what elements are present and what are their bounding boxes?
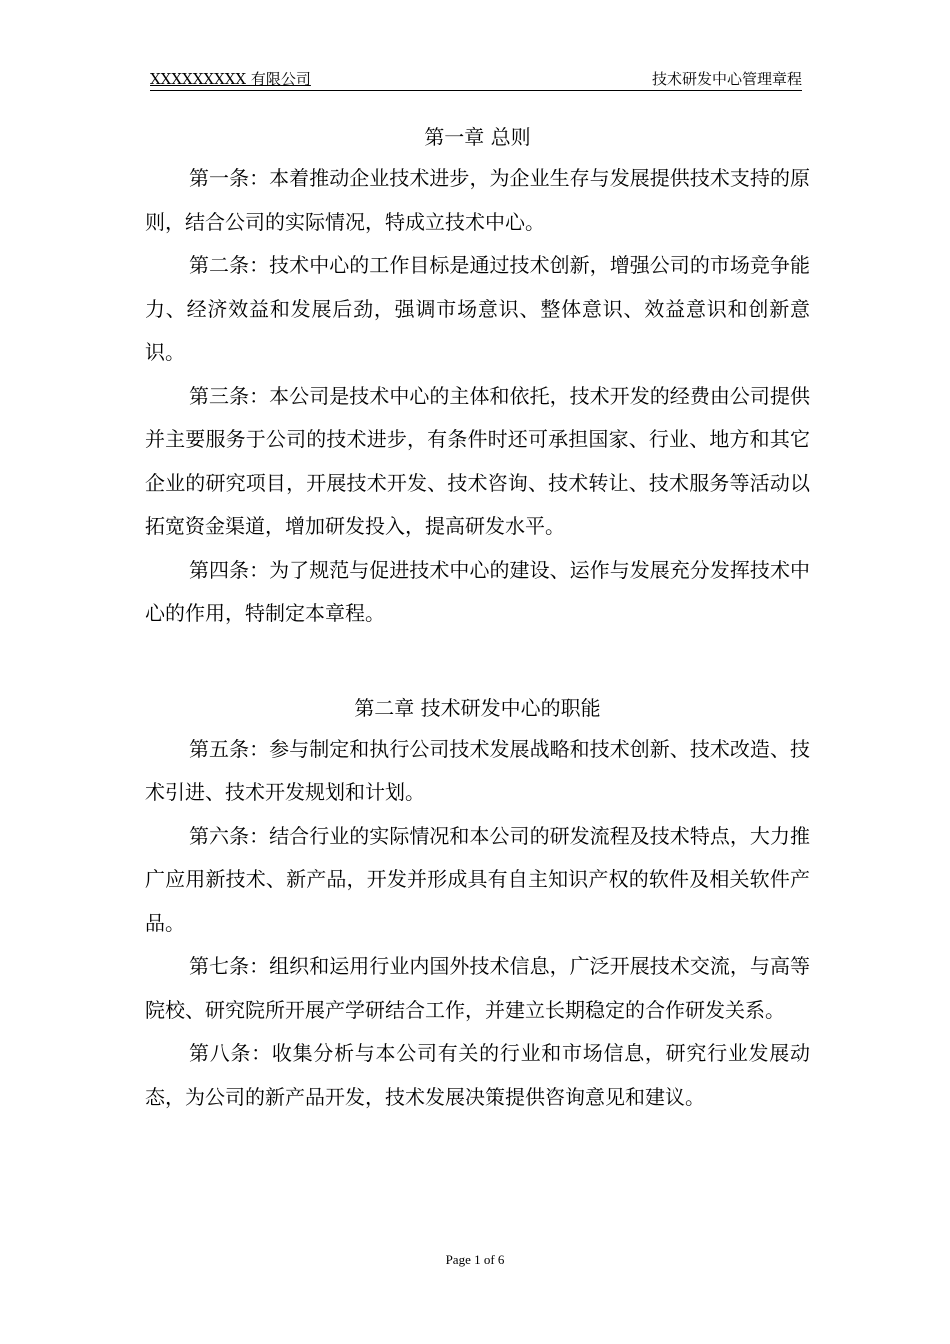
- article-paragraph: 第四条：为了规范与促进技术中心的建设、运作与发展充分发挥技术中心的作用，特制定本章程。: [145, 557, 810, 625]
- article-paragraph: 第二条：技术中心的工作目标是通过技术创新，增强公司的市场竞争能力、经济效益和发展后劲，强调市场意识、整体意识、效益意识和创新意识。: [145, 253, 810, 364]
- document-body: [145, 117, 810, 1119]
- chapter-title: 第二章 技术研发中心的职能: [354, 695, 601, 720]
- page-header: [150, 68, 802, 91]
- header-company-name: XXXXXXXXX 有限公司: [150, 70, 311, 88]
- chapter-title: 第一章 总则: [424, 125, 531, 149]
- article-paragraph: 第六条：结合行业的实际情况和本公司的研发流程及技术特点，大力推广应用新技术、新产品，开发并形成具有自主知识产权的软件及相关软件产品。: [145, 823, 810, 935]
- article-paragraph: 第三条：本公司是技术中心的主体和依托，技术开发的经费由公司提供并主要服务于公司的技术进步，有条件时还可承担国家、行业、地方和其它企业的研究项目，开展技术开发、技术咨询、技术转让、技术服务等活动以拓宽资金渠道，增加研发投入，提高研发水平。: [145, 383, 810, 538]
- article-paragraph: 第五条：参与制定和执行公司技术发展战略和技术创新、技术改造、技术引进、技术开发规划和计划。: [145, 736, 810, 804]
- page-number: Page 1 of 6: [445, 1252, 505, 1267]
- article-paragraph: 第八条：收集分析与本公司有关的行业和市场信息，研究行业发展动态，为公司的新产品开发，技术发展决策提供咨询意见和建议。: [145, 1041, 810, 1109]
- article-paragraph: 第七条：组织和运用行业内国外技术信息，广泛开展技术交流，与高等院校、研究院所开展产学研结合工作，并建立长期稳定的合作研发关系。: [145, 954, 810, 1022]
- article-paragraph: 第一条：本着推动企业技术进步，为企业生存与发展提供技术支持的原则，结合公司的实际情况，特成立技术中心。: [145, 166, 810, 234]
- header-document-title: 技术研发中心管理章程: [651, 70, 802, 88]
